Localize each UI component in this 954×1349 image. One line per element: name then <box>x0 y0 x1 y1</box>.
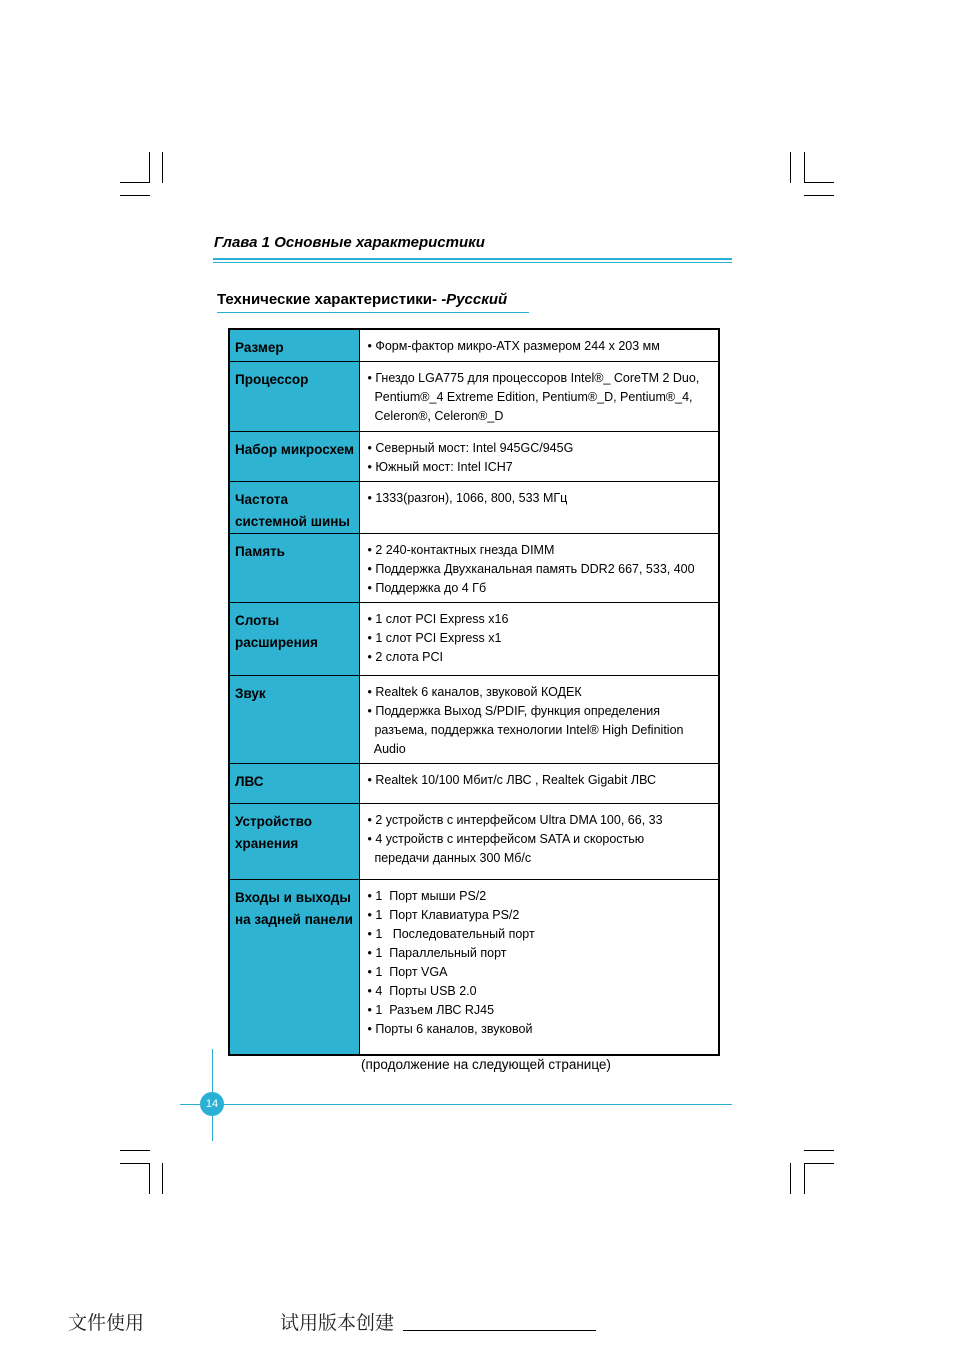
spec-row <box>229 602 719 675</box>
spec-value <box>359 481 719 533</box>
section-title <box>217 291 507 308</box>
spec-label: Память <box>229 533 359 602</box>
spec-value-line: • 1 Последовательный порт <box>367 926 535 941</box>
continued-note: (продолжение на следующей странице) <box>361 1057 611 1072</box>
footer-right-text: 试用版本创建 <box>280 1312 395 1334</box>
spec-value-line: Audio <box>367 741 406 756</box>
spec-table-body <box>229 329 719 1055</box>
spec-label: ЛВС <box>229 763 359 803</box>
crop-mark <box>149 152 150 183</box>
spec-value <box>359 763 719 803</box>
chapter-title: Глава 1 Основные характеристики <box>214 234 485 251</box>
spec-value-line: разъема, поддержка технологии Intel® High Definition <box>367 722 684 737</box>
spec-row <box>229 763 719 803</box>
spec-value-line: передачи данных 300 Мб/с <box>367 850 532 865</box>
spec-value-line: • Поддержка Выход S/PDIF, функция определения <box>367 703 660 718</box>
header-rule <box>213 262 732 263</box>
section-title-underline <box>217 312 529 313</box>
spec-label: Слоты расширения <box>229 602 359 675</box>
section-title-main: Технические характеристики- <box>217 291 442 308</box>
footer-underline <box>403 1330 596 1331</box>
spec-value-line: • Realtek 6 каналов, звуковой КОДЕК <box>367 684 582 699</box>
crop-mark <box>804 152 805 183</box>
spec-value-line: • Форм-фактор микро-ATX размером 244 x 203 мм <box>367 339 660 353</box>
spec-value-line: • Гнездо LGA775 для процессоров Intel®_ CoreTM 2 Duo, <box>367 370 700 385</box>
crop-mark <box>804 1163 834 1164</box>
spec-value-line: • 4 Порты USB 2.0 <box>367 983 477 998</box>
spec-label: Частота системной шины <box>229 481 359 533</box>
section-title-lang: -Русский <box>441 291 508 308</box>
spec-value <box>359 533 719 602</box>
spec-row <box>229 803 719 879</box>
crop-mark <box>804 1150 834 1151</box>
spec-value-line: • 1 Порт мыши PS/2 <box>367 888 487 903</box>
crop-mark <box>162 152 163 183</box>
page-rule-horizontal <box>180 1104 732 1105</box>
spec-value <box>359 602 719 675</box>
spec-value-line: • 1 слот PCI Express x1 <box>367 630 502 645</box>
spec-value-line: • Южный мост: Intel ICH7 <box>367 459 513 474</box>
crop-mark <box>790 152 791 183</box>
spec-value-line: • Порты 6 каналов, звуковой <box>367 1021 533 1036</box>
spec-value-line: Pentium®_4 Extreme Edition, Pentium®_D, Pentium®_4, <box>367 389 693 404</box>
spec-row <box>229 481 719 533</box>
spec-row <box>229 361 719 431</box>
spec-value-line: • 4 устройств с интерфейсом SATA и скоростью <box>367 831 645 846</box>
spec-value-line: • Поддержка до 4 Гб <box>367 580 487 595</box>
spec-value-line: • 2 слота PCI <box>367 649 443 664</box>
crop-mark <box>120 1163 150 1164</box>
crop-mark <box>120 195 150 196</box>
page-number: 14 <box>200 1092 224 1116</box>
spec-value-line: • 1 слот PCI Express x16 <box>367 611 509 626</box>
spec-value-line: • Поддержка Двухканальная память DDR2 667, 533, 400 <box>367 561 695 576</box>
crop-mark <box>804 1163 805 1194</box>
spec-value <box>359 675 719 763</box>
spec-value-line: • Realtek 10/100 Мбит/с ЛВС , Realtek Gigabit ЛВС <box>367 772 657 787</box>
spec-value-line: • 1 Параллельный порт <box>367 945 507 960</box>
spec-value <box>359 329 719 361</box>
footer-left-text: 文件使用 <box>68 1312 145 1334</box>
crop-mark <box>162 1163 163 1194</box>
crop-mark <box>149 1163 150 1194</box>
spec-value-line: • 1333(разгон), 1066, 800, 533 МГц <box>367 490 568 505</box>
spec-value-line: • 1 Разъем ЛВС RJ45 <box>367 1002 495 1017</box>
spec-label: Входы и выходы на задней панели <box>229 879 359 1055</box>
crop-mark <box>790 1163 791 1194</box>
spec-value-line: • 1 Порт Клавиатура PS/2 <box>367 907 520 922</box>
header-rule <box>213 258 732 260</box>
spec-label: Устройство хранения <box>229 803 359 879</box>
crop-mark <box>120 1150 150 1151</box>
spec-value-line: Celeron®, Celeron®_D <box>367 408 504 423</box>
spec-value <box>359 803 719 879</box>
spec-row <box>229 329 719 361</box>
spec-value <box>359 361 719 431</box>
spec-value <box>359 879 719 1055</box>
spec-row <box>229 675 719 763</box>
crop-mark <box>120 182 150 183</box>
crop-mark <box>804 195 834 196</box>
crop-mark <box>804 182 834 183</box>
spec-label: Звук <box>229 675 359 763</box>
spec-label: Набор микросхем <box>229 431 359 481</box>
spec-value-line: • 2 240-контактных гнезда DIMM <box>367 542 555 557</box>
spec-table <box>228 328 720 1056</box>
spec-value-line: • 2 устройств с интерфейсом Ultra DMA 100, 66, 33 <box>367 812 663 827</box>
spec-label: Размер <box>229 329 359 361</box>
spec-label: Процессор <box>229 361 359 431</box>
spec-row <box>229 431 719 481</box>
spec-value <box>359 431 719 481</box>
spec-row <box>229 533 719 602</box>
spec-value-line: • Северный мост: Intel 945GC/945G <box>367 440 574 455</box>
spec-value-line: • 1 Порт VGA <box>367 964 448 979</box>
spec-row <box>229 879 719 1055</box>
